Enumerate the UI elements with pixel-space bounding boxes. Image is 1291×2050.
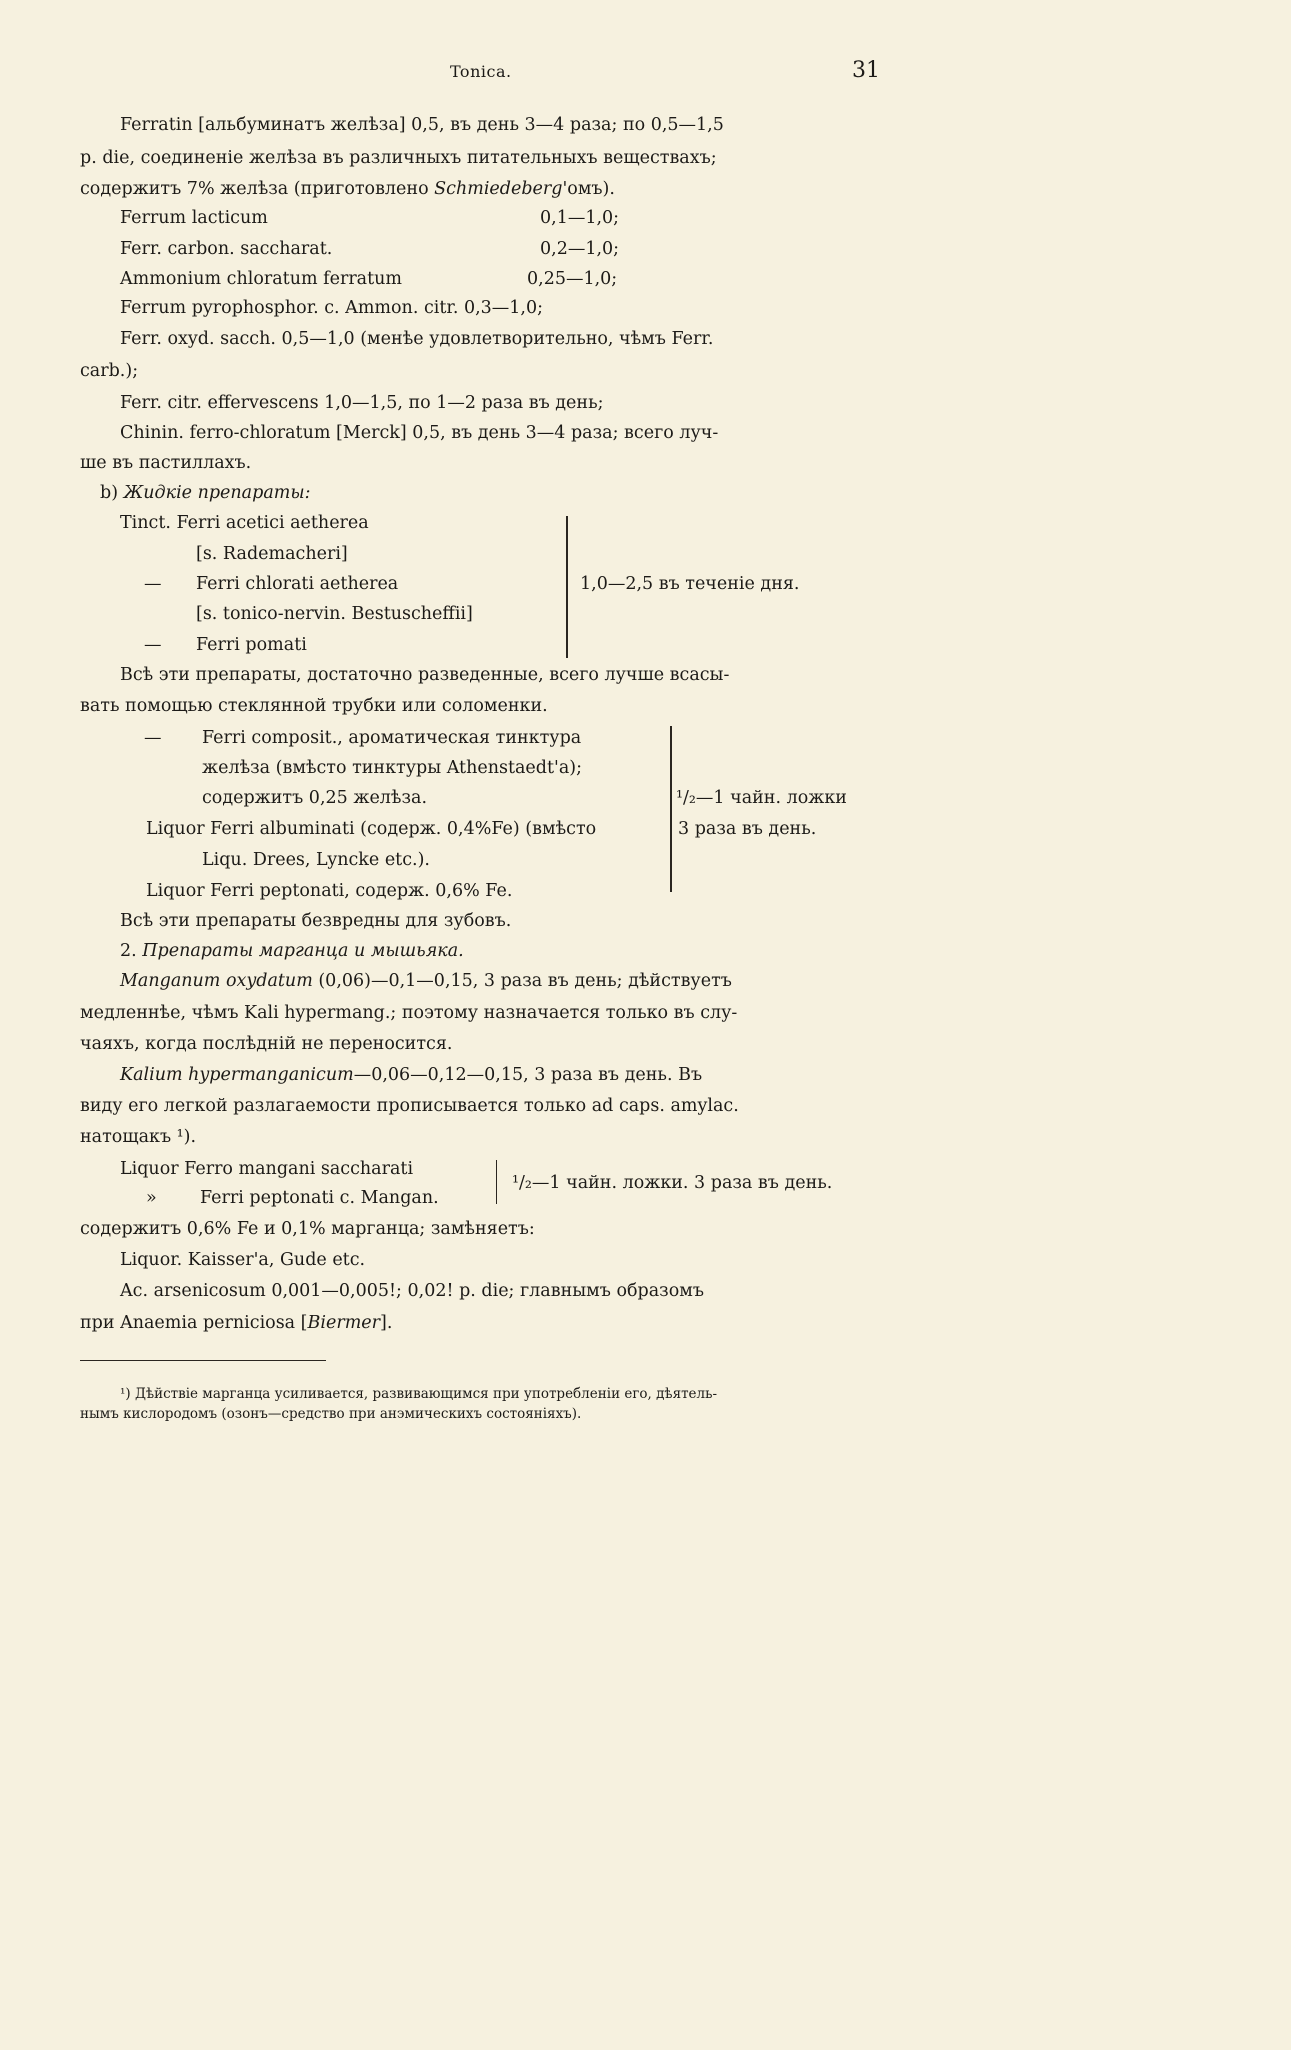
- drug-name: Ferrum lacticum: [120, 208, 268, 228]
- drug-name: Ferri pomati: [196, 635, 307, 655]
- drug-name: Ammonium chloratum ferratum: [120, 269, 403, 289]
- text-line: натощакъ ¹).: [80, 1127, 197, 1147]
- text-line: содержитъ 7% желѣза (приготовлено Schmiedeberg'омъ).: [80, 179, 615, 199]
- drug-name: Tinct. Ferri acetici aetherea: [120, 513, 369, 533]
- brace: [496, 1160, 497, 1204]
- brace: [670, 726, 672, 892]
- text-line: Liquor. Kaisser'a, Gude etc.: [120, 1250, 366, 1270]
- text-line: Manganum oxydatum (0,06)—0,1—0,15, 3 раза въ день; дѣйствуетъ: [120, 971, 732, 991]
- text-line: виду его легкой разлагаемости прописывается только ad caps. amylac.: [80, 1096, 739, 1116]
- text-line: ше въ пастиллахъ.: [80, 453, 252, 473]
- footnote: ¹) Дѣйствiе марганца усиливается, развивающимся при употребленiи его, дѣятель-: [120, 1386, 718, 1402]
- drug-synonym: [s. Rademacheri]: [196, 544, 348, 564]
- drug-name: Liquor Ferro mangani saccharati: [120, 1159, 414, 1179]
- dose: 0,25—1,0;: [527, 269, 618, 289]
- text-line: желѣза (вмѣсто тинктуры Athenstaedt'a);: [202, 758, 582, 778]
- text-line: Ferratin [альбуминатъ желѣза] 0,5, въ день 3—4 раза; по 0,5—1,5: [120, 115, 724, 135]
- text-line: Ferrum pyrophosphor. c. Ammon. citr. 0,3—1,0;: [120, 298, 543, 318]
- text-line: содержитъ 0,25 желѣза.: [202, 788, 428, 808]
- footnote-rule: [80, 1360, 326, 1361]
- text-line: Ferr. oxyd. sacch. 0,5—1,0 (менѣе удовлетворительно, чѣмъ Ferr.: [120, 329, 714, 349]
- section-heading: 2. Препараты марганца и мышьяка.: [120, 941, 464, 961]
- text-line: Liqu. Drees, Lyncke etc.).: [202, 850, 430, 870]
- text-line: медленнѣе, чѣмъ Kali hypermang.; поэтому назначается только въ слу-: [80, 1003, 738, 1023]
- dash: —: [144, 574, 162, 594]
- dash: —: [144, 728, 162, 748]
- text-line: p. die, соединенiе желѣза въ различныхъ питательныхъ веществахъ;: [80, 148, 717, 168]
- dash: —: [144, 635, 162, 655]
- drug-name: Liquor Ferri peptonati, содерж. 0,6% Fe.: [146, 881, 513, 901]
- text-line: чаяхъ, когда послѣднiй не переносится.: [80, 1034, 453, 1054]
- author-name: Schmiedeberg: [434, 179, 563, 199]
- drug-name: Ferri chlorati aetherea: [196, 574, 399, 594]
- drug-name: Ferr. carbon. saccharat.: [120, 239, 333, 259]
- page-number: 31: [852, 58, 880, 83]
- text-line: Всѣ эти препараты безвредны для зубовъ.: [120, 911, 512, 931]
- text-line: Ac. arsenicosum 0,001—0,005!; 0,02! p. die; главнымъ образомъ: [120, 1281, 705, 1301]
- text-line: Chinin. ferro-chloratum [Merck] 0,5, въ день 3—4 раза; всего луч-: [120, 423, 719, 443]
- dose: 3 раза въ день.: [678, 819, 817, 839]
- dose: 0,2—1,0;: [540, 239, 620, 259]
- dose: 1,0—2,5 въ теченiе дня.: [580, 574, 800, 594]
- author-name: Biermer: [307, 1313, 381, 1333]
- text-line: carb.);: [80, 361, 139, 381]
- text-line: Ferr. citr. effervescens 1,0—1,5, по 1—2 раза въ день;: [120, 393, 604, 413]
- drug-name: Ferri composit., ароматическая тинктура: [202, 728, 582, 748]
- drug-name: Liquor Ferri albuminati (содерж. 0,4%Fe) (вмѣсто: [146, 819, 597, 839]
- dose: ¹/₂—1 чайн. ложки: [676, 788, 847, 808]
- drug-synonym: [s. tonico-nervin. Bestuscheffii]: [196, 604, 473, 624]
- text-line: при Anaemia perniciosa [Biermer].: [80, 1313, 393, 1333]
- dose: 0,1—1,0;: [540, 208, 620, 228]
- text-line: вать помощью стеклянной трубки или соломенки.: [80, 696, 548, 716]
- section-heading: b) Жидкiе препараты:: [100, 483, 311, 503]
- text-line: содержитъ 0,6% Fe и 0,1% марганца; замѣняетъ:: [80, 1219, 535, 1239]
- text-line: Kalium hypermanganicum—0,06—0,12—0,15, 3 раза въ день. Въ: [120, 1065, 703, 1085]
- text-line: Всѣ эти препараты, достаточно разведенные, всего лучше всасы-: [120, 665, 730, 685]
- footnote: нымъ кислородомъ (озонъ—средство при анэмическихъ состоянiяхъ).: [80, 1406, 582, 1422]
- brace: [566, 516, 568, 658]
- dose: ¹/₂—1 чайн. ложки. 3 раза въ день.: [512, 1173, 833, 1193]
- ditto-mark: »: [146, 1188, 157, 1208]
- running-head: Tonica.: [450, 62, 512, 81]
- drug-name: Ferri peptonati c. Mangan.: [200, 1188, 439, 1208]
